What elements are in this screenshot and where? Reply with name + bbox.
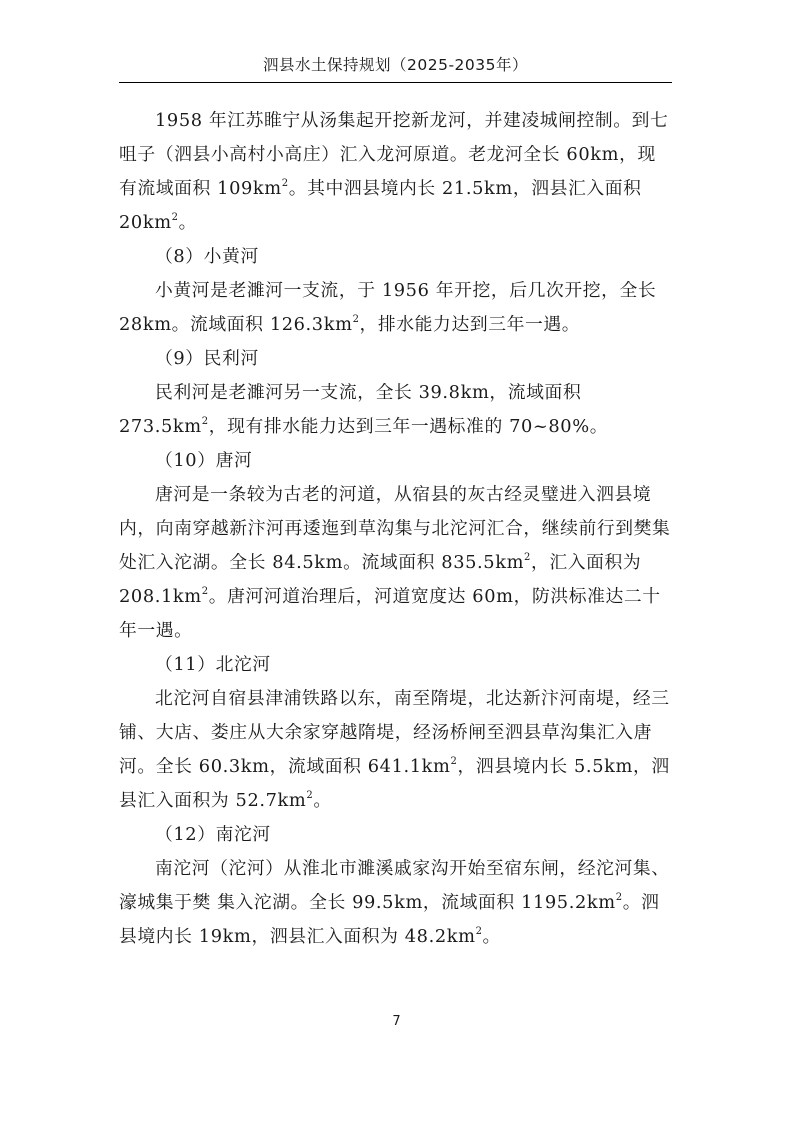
paragraph-text: ，泗县境内长 5.5km，泗县汇入面积为 52.7km [119, 756, 670, 811]
paragraph-text: 1958 年江苏睢宁从汤集起开挖新龙河，并建凌城闸控制。到七咀子（泗县小高村小高庄）汇入龙河原道。老龙河全长 60km，现有流域面积 109km [119, 110, 669, 199]
page-number: 7 [392, 1014, 401, 1029]
superscript: 2 [281, 178, 289, 190]
page-header-title: 泗县水土保持规划（2025-2035年） [263, 56, 528, 74]
paragraph-text: ，现有排水能力达到三年一遇标准的 70~80%。 [208, 416, 609, 437]
section-heading-xiaohuanghe: （8）小黄河 [155, 246, 259, 267]
superscript: 2 [352, 314, 360, 326]
paragraph-minlihe [119, 376, 672, 444]
paragraph-text: 。其中泗县境内长 21.5km，泗县汇入面积 20km [119, 178, 642, 233]
paragraph-beituohe [119, 682, 672, 818]
paragraph-text: 。 [482, 926, 501, 947]
paragraph-nantuohe [119, 852, 672, 954]
paragraph-text: 北沱河自宿县津浦铁路以东，南至隋堤，北达新汴河南堤，经三铺、大店、娄庄从大余家穿越隋堤，经汤桥闸至泗县草沟集汇入唐河。全长 60.3km，流域面积 641.1km [119, 688, 670, 777]
superscript: 2 [615, 892, 623, 904]
paragraph-xiaohuanghe [119, 274, 672, 342]
paragraph-text: ，汇入面积为 208.1km [119, 552, 642, 607]
paragraph-text: 小黄河是老濉河一支流，于 1956 年开挖，后几次开挖，全长 28km。流域面积 126.3km [119, 280, 657, 335]
superscript: 2 [450, 756, 458, 768]
paragraph-text: 。 [313, 790, 332, 811]
section-heading-nantuohe: （12）南沱河 [155, 824, 271, 845]
paragraph-tanghe [119, 478, 672, 648]
section-heading-minlihe: （9）民利河 [155, 348, 259, 369]
paragraph-text: 南沱河（沱河）从淮北市濉溪戚家沟开始至宿东闸，经沱河集、濠城集于樊 集入沱湖。全长 99.5km，流域面积 1195.2km [119, 858, 670, 913]
superscript: 2 [524, 552, 531, 564]
paragraph-text: 。 [178, 212, 198, 233]
superscript: 2 [201, 416, 209, 428]
section-heading-beituohe: （11）北沱河 [155, 654, 271, 675]
paragraph-text: 。唐河河道治理后，河道宽度达 60m，防洪标准达二十年一遇。 [119, 586, 661, 641]
paragraph-text: 。泗县境内长 19km，泗县汇入面积为 48.2km [119, 892, 660, 947]
document-body [119, 104, 672, 954]
superscript: 2 [201, 586, 209, 598]
paragraph-longhe-continued [119, 104, 672, 240]
header-rule [119, 82, 672, 83]
superscript: 2 [475, 926, 483, 938]
superscript: 2 [171, 212, 179, 224]
superscript: 2 [306, 790, 314, 802]
paragraph-text: 民利河是老濉河另一支流，全长 39.8km，流域面积 273.5km [119, 382, 582, 437]
paragraph-text: ，排水能力达到三年一遇。 [359, 314, 581, 335]
section-heading-tanghe: （10）唐河 [155, 450, 253, 471]
paragraph-text: 唐河是一条较为古老的河道，从宿县的灰古经灵璧进入泗县境内，向南穿越新汴河再逶迤到草沟集与北沱河汇合，继续前行到樊集处汇入沱湖。全长 84.5km。流域面积 835.5km [119, 484, 671, 573]
